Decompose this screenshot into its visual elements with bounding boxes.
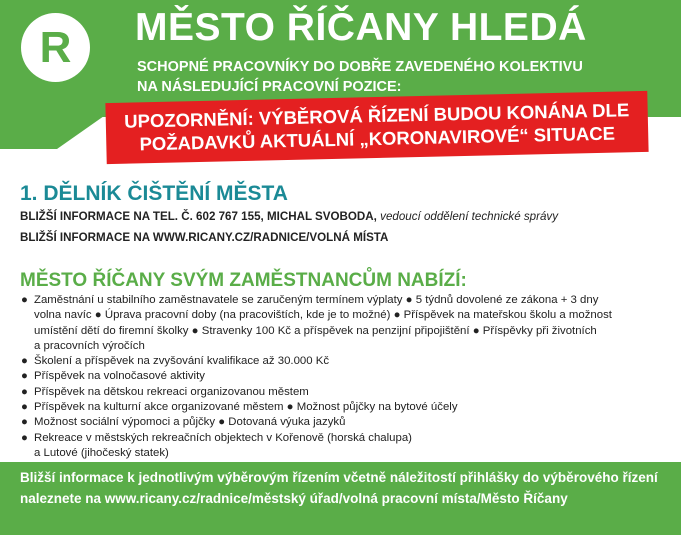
bullet-icon: ● <box>21 294 28 306</box>
bullet-icon: ● <box>405 294 413 306</box>
benefit-text: 5 týdnů dovolené ze zákona + 3 dny <box>415 294 599 306</box>
benefit-line <box>20 400 670 415</box>
contact-phone-text: BLIŽŠÍ INFORMACE NA TEL. Č. 602 767 155, MICHAL SVOBODA, <box>20 210 377 223</box>
subtitle-line-1: SCHOPNÉ PRACOVNÍKY DO DOBŘE ZAVEDENÉHO KOLEKTIVU <box>137 59 583 75</box>
bullet-icon: ● <box>218 416 226 429</box>
bullet-icon: ● <box>21 416 28 429</box>
bullet-icon: ● <box>472 324 480 337</box>
warning-line-2: POŽADAVKŮ AKTUÁLNÍ „KORONAVIROVÉ“ SITUACE <box>139 122 616 155</box>
benefit-line <box>20 385 670 400</box>
bullet-icon: ● <box>21 431 28 444</box>
benefit-text: Příspěvek na volnočasové aktivity <box>34 370 205 383</box>
benefit-line <box>20 293 670 308</box>
web-info-text: BLIŽŠÍ INFORMACE NA WWW.RICANY.CZ/RADNICE/VOLNÁ MÍSTA <box>20 231 389 244</box>
benefit-line <box>20 308 670 323</box>
benefit-text: Dotovaná výuka jazyků <box>228 416 346 429</box>
benefit-text: Příspěvky při životních <box>482 324 597 337</box>
benefit-text: Příspěvek na kulturní akce organizované městem <box>34 401 284 414</box>
bullet-icon: ● <box>393 309 401 322</box>
contact-role-text: vedoucí oddělení technické správy <box>380 210 559 223</box>
benefit-text: Příspěvek na dětskou rekreaci organizovanou městem <box>34 385 309 398</box>
benefit-text: volna navíc <box>34 309 92 322</box>
benefit-text: a pracovních výročích <box>34 339 145 352</box>
bullet-icon: ● <box>94 309 102 322</box>
benefit-text: Možnost půjčky na bytové účely <box>296 401 458 414</box>
benefits-heading: MĚSTO ŘÍČANY SVÝM ZAMĚSTNANCŮM NABÍZÍ: <box>20 270 467 291</box>
benefit-line <box>20 415 670 430</box>
benefit-text: umístění dětí do firemní školky <box>34 324 189 337</box>
benefit-text: Stravenky 100 Kč a příspěvek na penzijní připojištění <box>201 324 470 337</box>
bullet-icon: ● <box>21 401 28 414</box>
bullet-icon: ● <box>21 355 28 368</box>
benefit-text: Úprava pracovní doby (na pracovištích, kde je to možné) <box>104 309 391 322</box>
bullet-icon: ● <box>191 324 199 337</box>
benefit-text: Zaměstnání u stabilního zaměstnavatele se zaručeným termínem výplaty <box>34 294 403 306</box>
benefit-text: a Lutové (jihočeský statek) <box>34 446 169 459</box>
benefit-line <box>20 369 670 384</box>
subtitle-line-2: NA NÁSLEDUJÍCÍ PRACOVNÍ POZICE: <box>137 79 402 95</box>
warning-banner <box>105 91 648 164</box>
footer-text: Bližší informace k jednotlivým výběrovým řízením včetně náležitostí přihlášky do výběrového řízení naleznete na www.ricany.cz/radnice/městský úřad/volná pracovní místa/Město Říčany <box>20 470 658 506</box>
logo-letter: R <box>39 23 72 72</box>
bullet-icon: ● <box>21 370 28 383</box>
job-title: 1. DĚLNÍK ČIŠTĚNÍ MĚSTA <box>20 182 288 205</box>
benefit-line <box>20 431 670 446</box>
bullet-icon: ● <box>286 401 294 414</box>
web-info-line <box>20 231 388 244</box>
benefit-text: Příspěvek na mateřskou školu a možnost <box>403 309 612 322</box>
bullet-icon: ● <box>21 385 28 398</box>
benefit-line <box>20 339 670 354</box>
page-title: MĚSTO ŘÍČANY HLEDÁ <box>135 6 587 49</box>
header-subtitle <box>137 57 583 97</box>
warning-line-1: UPOZORNĚNÍ: VÝBĚROVÁ ŘÍZENÍ BUDOU KONÁNA DLE <box>124 99 630 132</box>
contact-info-line <box>20 210 558 223</box>
footer-band <box>0 462 681 535</box>
benefit-line <box>20 446 670 461</box>
benefits-list <box>20 293 670 461</box>
benefit-line <box>20 324 670 339</box>
benefit-text: Možnost sociální výpomoci a půjčky <box>34 416 216 429</box>
benefit-line <box>20 354 670 369</box>
benefit-text: Rekreace v městských rekreačních objektech v Kořenově (horská chalupa) <box>34 431 412 444</box>
city-logo <box>21 13 90 82</box>
benefit-text: Školení a příspěvek na zvyšování kvalifikace až 30.000 Kč <box>34 355 330 368</box>
